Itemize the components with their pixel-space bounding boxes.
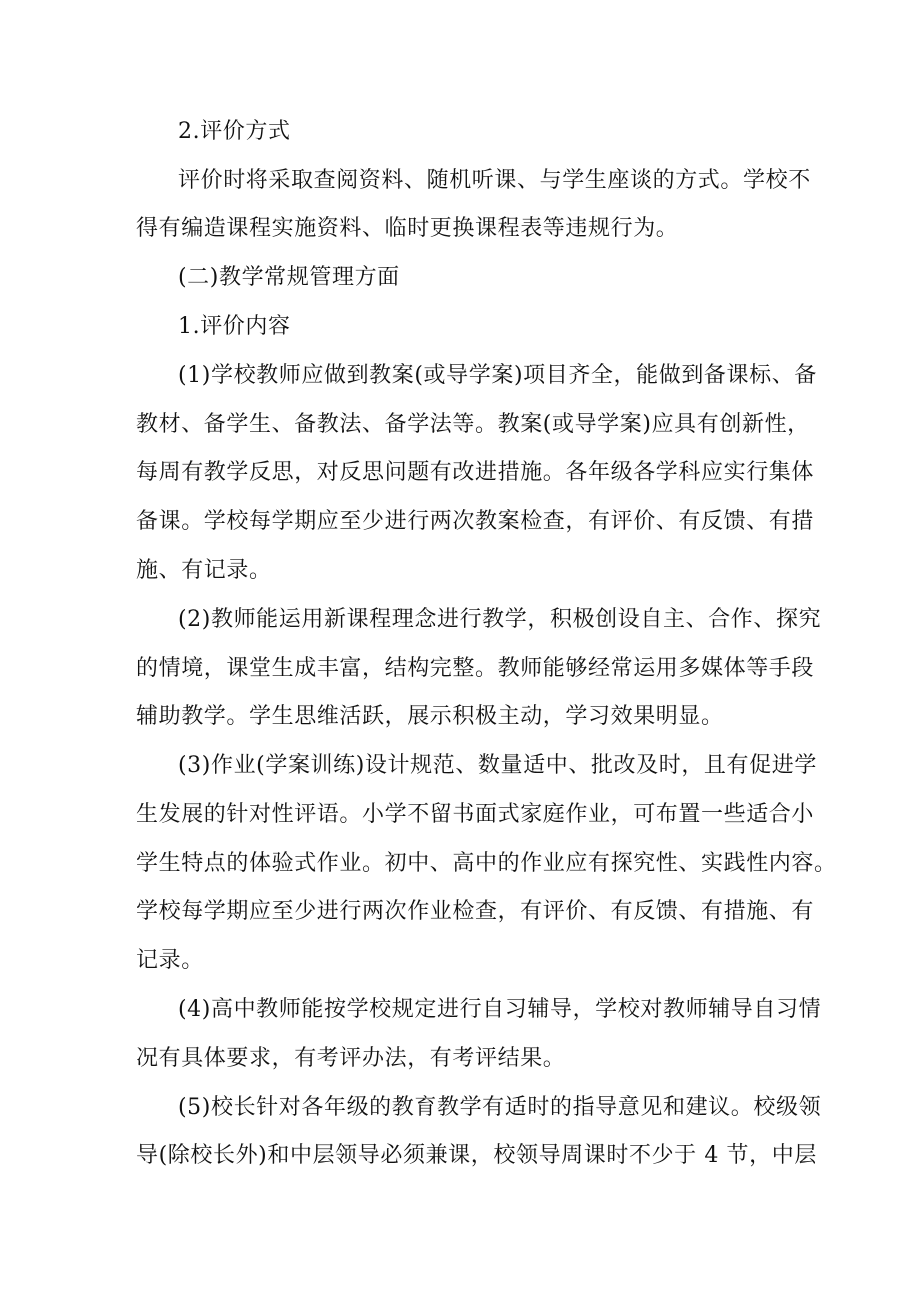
paragraph-line: 导(除校长外)和中层领导必须兼课，校领导周课时不少于 4 节，中层	[136, 1143, 817, 1168]
paragraph-line: 每周有教学反思，对反思问题有改进措施。各年级各学科应实行集体	[136, 460, 815, 485]
paragraph-line: 况有具体要求，有考评办法，有考评结果。	[136, 1046, 566, 1071]
section-heading-evaluation-method: 2.评价方式	[178, 119, 291, 144]
section-heading-evaluation-content: 1.评价内容	[178, 314, 291, 339]
section-heading-teaching-routine: (二)教学常规管理方面	[178, 265, 400, 290]
paragraph-line: 的情境，课堂生成丰富，结构完整。教师能够经常运用多媒体等手段	[136, 656, 815, 681]
paragraph-line: 得有编造课程实施资料、临时更换课程表等违规行为。	[136, 216, 679, 241]
paragraph-line: 学生特点的体验式作业。初中、高中的作业应有探究性、实践性内容。	[136, 851, 837, 876]
paragraph-line: 备课。学校每学期应至少进行两次教案检查，有评价、有反馈、有措	[136, 509, 815, 534]
paragraph-line: 生发展的针对性评语。小学不留书面式家庭作业，可布置一些适合小	[136, 802, 815, 827]
paragraph-line: 记录。	[136, 948, 204, 973]
paragraph-line: 学校每学期应至少进行两次作业检查，有评价、有反馈、有措施、有	[136, 899, 815, 924]
paragraph-line: 施、有记录。	[136, 558, 272, 583]
paragraph-line: (4)高中教师能按学校规定进行自习辅导，学校对教师辅导自习情	[178, 997, 822, 1022]
paragraph-line: (1)学校教师应做到教案(或导学案)项目齐全，能做到备课标、备	[178, 363, 817, 388]
paragraph-line: (2)教师能运用新课程理念进行教学，积极创设自主、合作、探究	[178, 607, 822, 632]
paragraph-line: (3)作业(学案训练)设计规范、数量适中、批改及时，且有促进学	[178, 753, 817, 778]
paragraph-line: 评价时将采取查阅资料、随机听课、与学生座谈的方式。学校不	[178, 168, 811, 193]
paragraph-line: (5)校长针对各年级的教育教学有适时的指导意见和建议。校级领	[178, 1095, 822, 1120]
paragraph-line: 辅助教学。学生思维活跃，展示积极主动，学习效果明显。	[136, 704, 724, 729]
paragraph-line: 教材、备学生、备教法、备学法等。教案(或导学案)应具有创新性，	[136, 412, 810, 437]
